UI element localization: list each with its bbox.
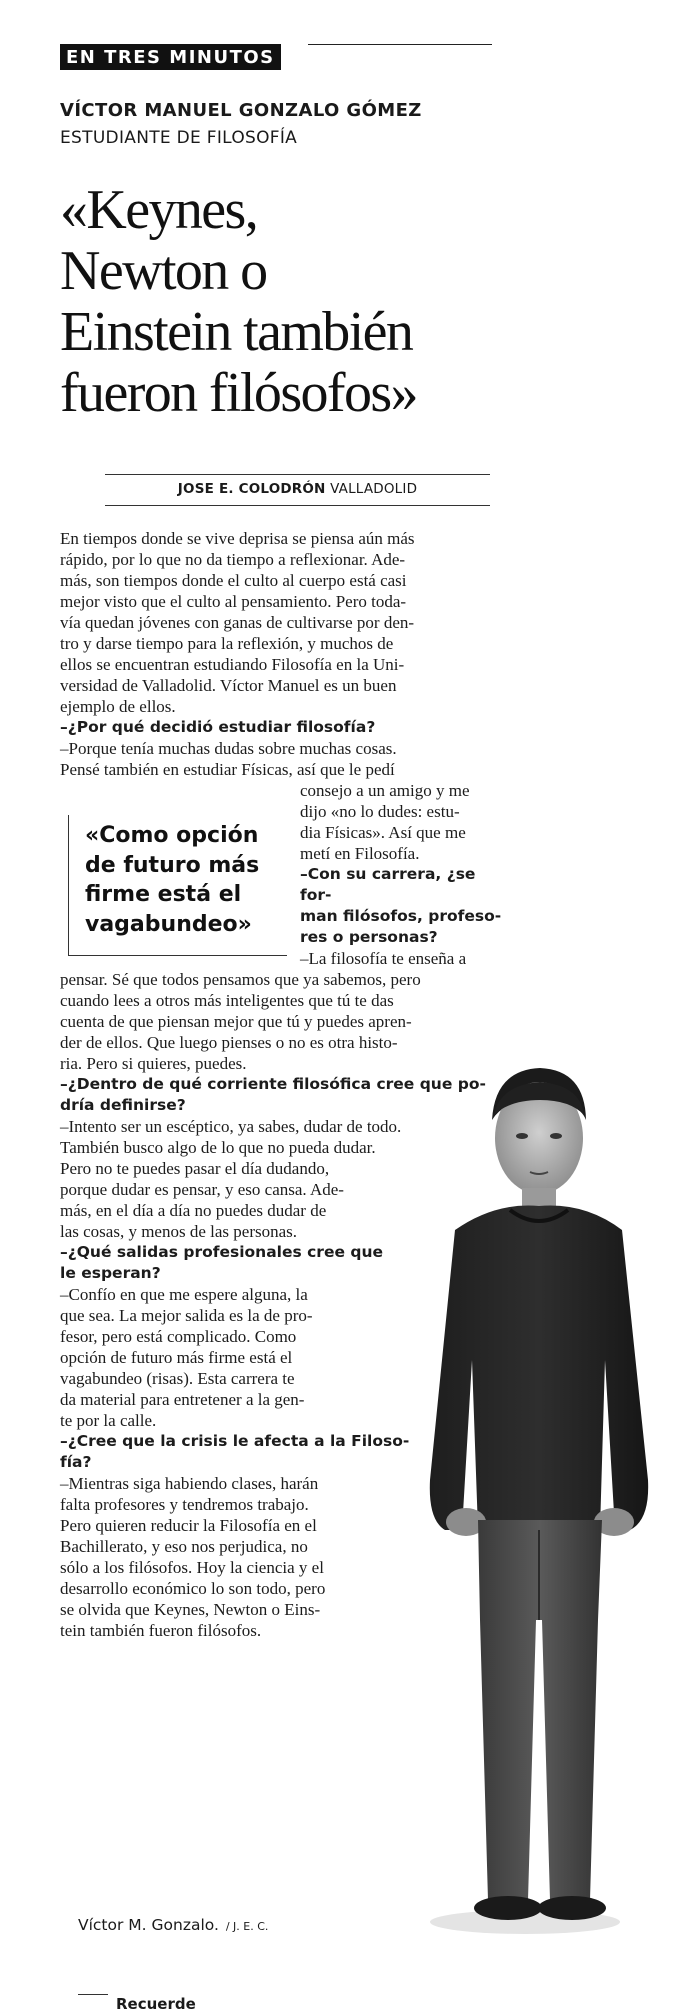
answer-line: pensar. Sé que todos pensamos que ya sabemos, pero: [60, 970, 421, 989]
answer-line: porque dudar es pensar, y eso cansa. Ade-: [60, 1180, 344, 1199]
caption-credit: / J. E. C.: [225, 1920, 269, 1933]
pull-quote-line: «Como opción: [85, 823, 259, 848]
intro-line: vía quedan jóvenes con ganas de cultivarse por den-: [60, 613, 415, 632]
answer-line: –La filosofía te enseña a: [300, 949, 467, 968]
question-4: le esperan?: [60, 1264, 161, 1282]
headline: [60, 180, 510, 424]
intro-line: En tiempos donde se vive deprisa se piensa aún más: [60, 529, 415, 548]
section-rule: [308, 44, 492, 45]
answer-line: cuenta de que piensan mejor que tú y puedes apren-: [60, 1012, 412, 1031]
answer-line: –Porque tenía muchas dudas sobre muchas cosas.: [60, 739, 397, 758]
intro-line: versidad de Valladolid. Víctor Manuel es un buen: [60, 676, 397, 695]
answer-line: opción de futuro más firme está el: [60, 1348, 293, 1367]
question-1: –¿Por qué decidió estudiar filosofía?: [60, 718, 376, 736]
answer-line: dijo «no lo dudes: estu-: [300, 802, 460, 821]
answer-line: vagabundeo (risas). Esta carrera te: [60, 1369, 295, 1388]
photo-caption: [78, 1916, 268, 1934]
answer-line: cuando lees a otros más inteligentes que tú te das: [60, 991, 394, 1010]
headline-line: Einstein también: [60, 301, 413, 363]
answer-line: metí en Filosofía.: [300, 844, 420, 863]
byline-rule-top: [105, 474, 490, 475]
headline-line: fueron filósofos»: [60, 362, 417, 424]
answer-line: sólo a los filósofos. Hoy la ciencia y el: [60, 1558, 324, 1577]
answer-line: desarrollo económico lo son todo, pero: [60, 1579, 326, 1598]
footer-text: Recuerde: [116, 1995, 196, 2013]
footer-rule: [78, 1994, 108, 1995]
answer-line: –Intento ser un escéptico, ya sabes, dudar de todo.: [60, 1117, 402, 1136]
answer-line: fesor, pero está complicado. Como: [60, 1327, 297, 1346]
question-3: –¿Dentro de qué corriente filosófica cree que po-: [60, 1075, 486, 1093]
byline: [105, 481, 490, 497]
answer-line: más, en el día a día no puedes dudar de: [60, 1201, 327, 1220]
section-tag: EN TRES MINUTOS: [60, 44, 281, 70]
answer-line: Bachillerato, y eso nos perjudica, no: [60, 1537, 308, 1556]
person-name: VÍCTOR MANUEL GONZALO GÓMEZ: [60, 100, 422, 121]
answer-line: te por la calle.: [60, 1411, 157, 1430]
intro-line: ejemplo de ellos.: [60, 697, 176, 716]
answer-line: da material para entretener a la gen-: [60, 1390, 305, 1409]
intro-line: rápido, por lo que no da tiempo a reflexionar. Ade-: [60, 550, 406, 569]
byline-rule-bottom: [105, 505, 490, 506]
answer-line: Pero quieren reducir la Filosofía en el: [60, 1516, 317, 1535]
pull-quote: [68, 815, 287, 956]
article-body-narrow: [300, 780, 510, 969]
question-5: fía?: [60, 1453, 92, 1471]
byline-author: JOSE E. COLODRÓN: [177, 481, 326, 497]
pull-quote-line: vagabundeo»: [85, 911, 252, 937]
answer-line: –Confío en que me espere alguna, la: [60, 1285, 308, 1304]
portrait-photo-icon: [400, 1060, 670, 1940]
question-2: –Con su carrera, ¿se for-: [300, 865, 476, 904]
answer-line: que sea. La mejor salida es la de pro-: [60, 1306, 313, 1325]
intro-line: más, son tiempos donde el culto al cuerpo está casi: [60, 571, 407, 590]
answer-line: las cosas, y menos de las personas.: [60, 1222, 298, 1241]
answer-line: falta profesores y tendremos trabajo.: [60, 1495, 309, 1514]
caption-name: Víctor M. Gonzalo.: [78, 1916, 219, 1934]
answer-line: se olvida que Keynes, Newton o Eins-: [60, 1600, 321, 1619]
byline-place: VALLADOLID: [330, 481, 418, 497]
answer-line: dia Físicas». Así que me: [300, 823, 466, 842]
article-body-lower: [60, 1116, 440, 1641]
answer-line: También busco algo de lo que no pueda dudar.: [60, 1138, 376, 1157]
intro-line: tro y darse tiempo para la reflexión, y muchos de: [60, 634, 394, 653]
article-body-top: [60, 528, 500, 780]
answer-line: der de ellos. Que luego pienses o no es otra histo-: [60, 1033, 398, 1052]
question-4: –¿Qué salidas profesionales cree que: [60, 1243, 384, 1261]
pull-quote-line: de futuro más: [85, 852, 260, 878]
answer-line: –Mientras siga habiendo clases, harán: [60, 1474, 319, 1493]
pull-quote-text: [85, 821, 259, 939]
answer-line: tein también fueron filósofos.: [60, 1621, 262, 1640]
answer-line: Pero no te puedes pasar el día dudando,: [60, 1159, 330, 1178]
question-2: res o personas?: [300, 928, 438, 946]
question-5: –¿Cree que la crisis le afecta a la Filoso-: [60, 1432, 410, 1450]
intro-line: ellos se encuentran estudiando Filosofía en la Uni-: [60, 655, 405, 674]
person-role: ESTUDIANTE DE FILOSOFÍA: [60, 128, 298, 148]
answer-line: Pensé también en estudiar Físicas, así que le pedí: [60, 760, 395, 779]
intro-line: mejor visto que el culto al pensamiento. Pero toda-: [60, 592, 407, 611]
section-header: [60, 44, 492, 70]
pull-quote-line: firme está el: [85, 882, 242, 907]
question-3: dría definirse?: [60, 1096, 186, 1114]
question-2: man filósofos, profeso-: [300, 907, 502, 925]
headline-line: Newton o: [60, 240, 267, 302]
answer-line: ria. Pero si quieres, puedes.: [60, 1054, 247, 1073]
answer-line: consejo a un amigo y me: [300, 781, 470, 800]
headline-line: «Keynes,: [60, 179, 258, 241]
